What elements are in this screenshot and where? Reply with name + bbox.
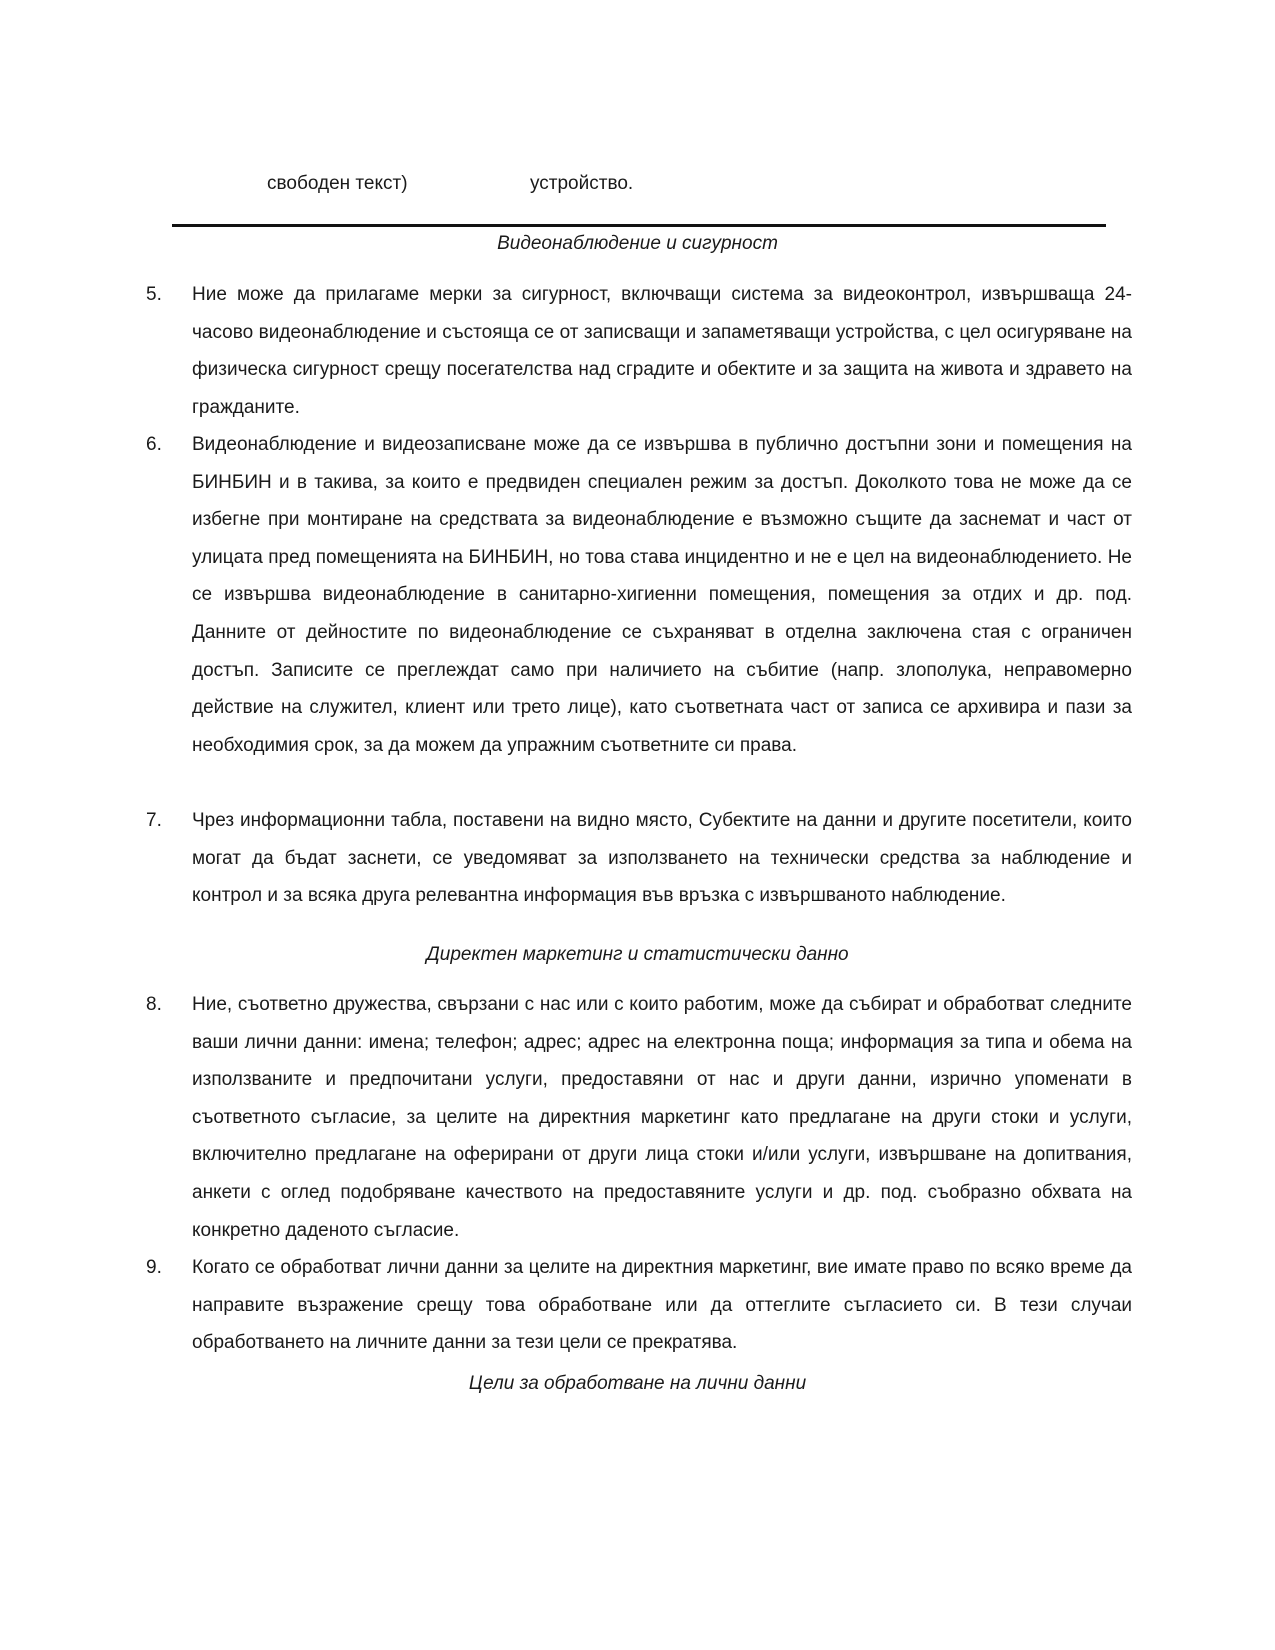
item-number: 8. — [146, 994, 162, 1015]
item-number: 5. — [146, 284, 162, 305]
list-item — [146, 1249, 1132, 1362]
section-heading-purposes: Цели за обработване на лични данни — [468, 1373, 807, 1394]
table-fragment-right: устройство. — [530, 173, 634, 194]
item-text: Когато се обработват лични данни за целите на директния маркетинг, вие имате право по всяко време да направите възражение срещу това обработване или да оттеглите съгласието си. В тези случаи обработването на личните данни за тези цели се прекратява. — [192, 1257, 1132, 1354]
section-heading-marketing: Директен маркетинг и статистически данно — [426, 944, 849, 965]
list-item — [146, 426, 1132, 764]
item-number: 6. — [146, 434, 162, 455]
item-text: Ние, съответно дружества, свързани с нас или с които работим, може да събират и обработват следните ваши лични данни: имена; телефон; адрес; адрес на електронна поща; информация за типа и обема на използваните и предпочитани услуги, предоставяни от нас и други данни, изрично упоменати в съответното съгласие, за целите на директния маркетинг като предлагане на други стоки и услуги, включително предлагане на оферирани от други лица стоки и/или услуги, извършване на допитвания, анкети с оглед подобряване качеството на предоставяните услуги и др. под. съобразно обхвата на конкретно даденото съгласие. — [192, 994, 1132, 1241]
list-item — [146, 276, 1132, 426]
list-item — [146, 802, 1132, 915]
item-number: 9. — [146, 1257, 162, 1278]
item-text: Чрез информационни табла, поставени на видно място, Субектите на данни и другите посетители, които могат да бъдат заснети, се уведомяват за използването на технически средства за наблюдение и контрол и за всяка друга релевантна информация във връзка с извършваното наблюдение. — [192, 810, 1132, 907]
section-heading-video: Видеонаблюдение и сигурност — [497, 233, 778, 254]
table-fragment-left: свободен текст) — [267, 173, 408, 194]
item-number: 7. — [146, 810, 162, 831]
item-text: Видеонаблюдение и видеозаписване може да се извършва в публично достъпни зони и помещения на БИНБИН и в такива, за които е предвиден специален режим за достъп. Доколкото това не може да се избегне при монтиране на средствата за видеонаблюдение е възможно същите да заснемат и част от улицата пред помещенията на БИНБИН, но това става инцидентно и не е цел на видеонаблюдението. Не се извършва видеонаблюдение в санитарно-хигиенни помещения, помещения за отдих и др. под. Данните от дейностите по видеонаблюдение се съхраняват в отделна заключена стая с ограничен достъп. Записите се преглеждат само при наличието на събитие (напр. злополука, неправомерно действие на служител, клиент или трето лице), като съответната част от записа се архивира и пази за необходимия срок, за да можем да упражним съответните си права. — [192, 434, 1132, 756]
list-item — [146, 986, 1132, 1249]
item-text: Ние може да прилагаме мерки за сигурност, включващи система за видеоконтрол, извършваща 24-часово видеонаблюдение и състояща се от записващи и запаметяващи устройства, с цел осигуряване на физическа сигурност срещу посегателства над сградите и обектите и за защита на живота и здравето на гражданите. — [192, 284, 1132, 418]
horizontal-rule — [172, 224, 1106, 227]
